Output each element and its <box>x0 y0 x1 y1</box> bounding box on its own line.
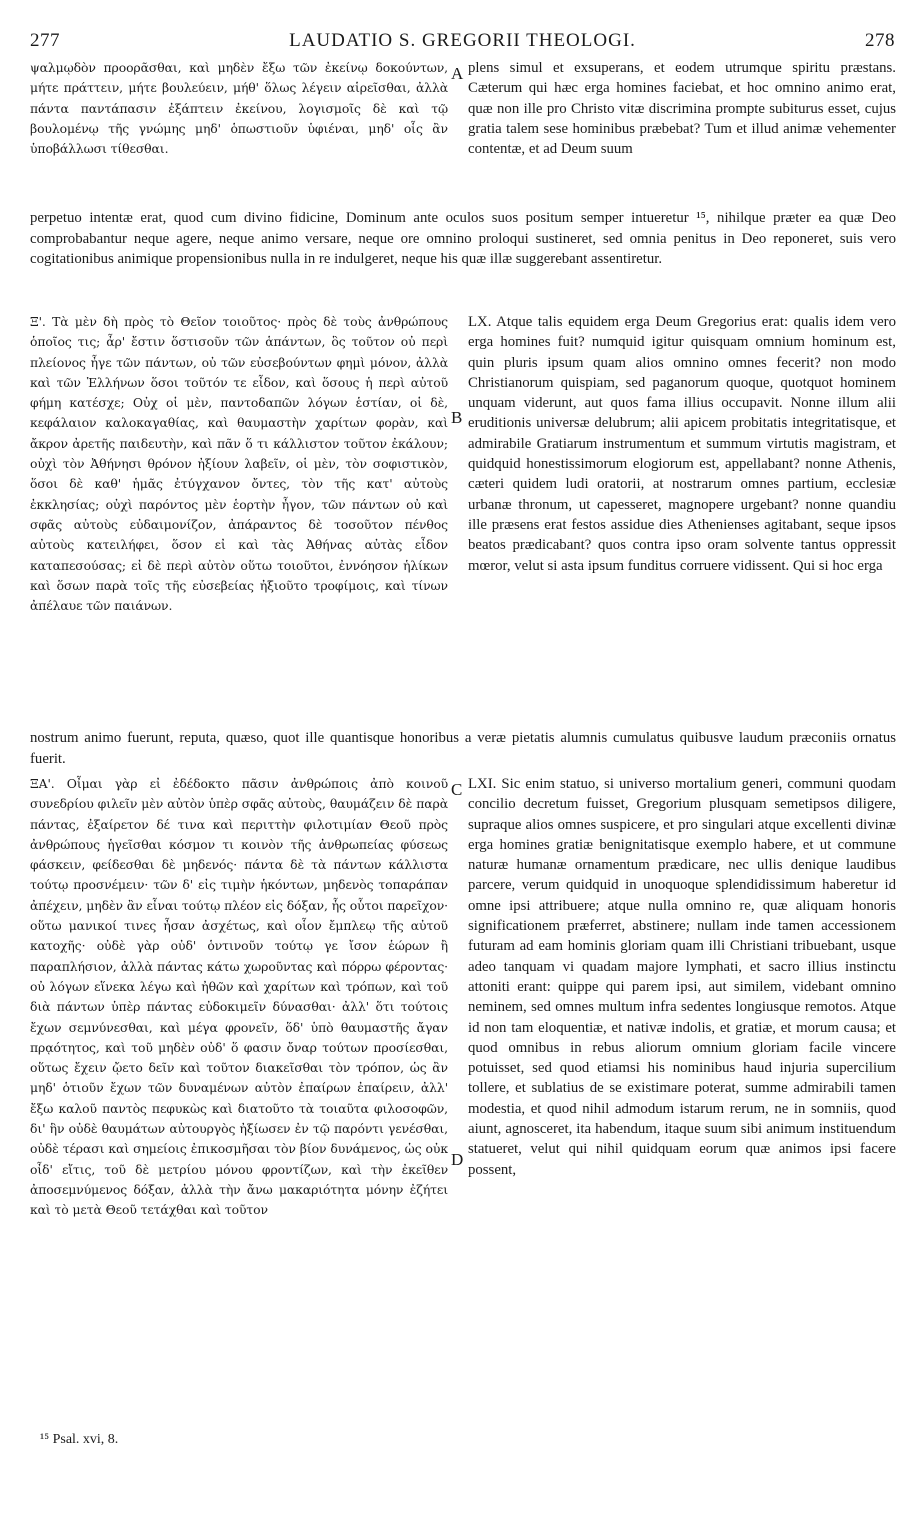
greek-column-paragraph-2: Ξ'. Τὰ μὲν δὴ πρὸς τὸ Θεῖον τοιοῦτος· πρὸς δὲ τοὺς ἀνθρώπους ὁποῖος τις; ἆρ' ἔστιν ὅστισοῦν τῶν ἁπάντων, ὃς τοῦτον οὐ περὶ πλείονος ἦγε τῶν πάντων, οὐ τῶν εὐσεβούντων φημὶ μόνον, ἀλλὰ καὶ τῶν Ἑλλήνων ὅσοι τοῦτόν τε εἶδον, καὶ ὅσους ἡ περὶ αὐτοῦ φήμη κατέσχε; Οὐχ οἱ μὲν, παντοδαπῶν λόγων ἑστίαν, οἱ δὲ, κεφάλαιον καλοκαγαθίας, καὶ θαυμαστὴν χαρίτων φορὰν, καὶ ἄκρον ἀρετῆς παιδευτὴν, καὶ πᾶν ὅ τι κάλλιστον τοῦτον ἐκάλουν; οὐχὶ τὸν Ἀθήνησι θρόνον ἠξίουν λαβεῖν, οἱ μὲν, τὸν σοφιστικὸν, ὅσοι δὲ καθ' ἡμᾶς ἐτύγχανον ὄντες, τὸν τῆς κατ' αὐτοὺς ἐκκλησίας; οὐχὶ παρόντος μὲν ἑορτὴν ἦγον, τῶν πάντων οὐ καὶ σφᾶς αὐτοὺς εὐδαιμονίζον, ἀπάραντος δὲ τοσοῦτον πένθος αὐτοὺς κατειλήφει, ὅσον εἰ καὶ τὰς Ἀθήνας αὐτὰς εἶδον καταπεσούσας; εἰ δὲ περὶ αὐτὸν οὕτω τοιοῦτοι, ἐννόησον ἡλίκων καὶ ὅσων παρὰ τοῖς τῆς εὐσεβείας ἠξιοῦτο τροφίμοις, καὶ τίνων ἀπέλαυε τῶν παιάνων. <box>30 314 448 614</box>
latin-column-paragraph-3: LXI. Sic enim statuo, si universo mortalium generi, communi quodam concilio decretum fuisset, Gregorium plusquam semetipsos diligere, supraque alios omnes suspicere, et pro singulari atque excellenti divinæ erga homines gratiæ benignitatisque exemplo habere, et ut commune naturæ humanæ ornamentum prædicare, nec ullis denique laudibus parcere, verum quidquid in unoquoque splendidissimum haberetur id omne ipsi attribuere; atque nulla omnino re, quæ aliquam honoris significationem præferret, abstinere; nullam inde tamen accessionem futuram ad eam hominis gloriam quam illi Christiani tribuebant, usque adeo tanquam vi quadam majore lymphati, et sacro illius instinctu attoniti erant: quippe qui parem ipsi, aut similem, videbant omnino neminem, sed omnes multum infra sedentes longiusque remotos. Atque id non tam eloquentiæ, et nativæ indolis, et gratiæ, et morum causa; et quod omnibus in rebus aliorum omnium gloriam facile vincere potuisset, sed quod etiamsi his nominibus haud injuria supercilium tollere, et sublatius de se existimare poterat, summe admirabili tamen modestia, et quod nihil admodum istarum rerum, ne in somniis, quod aiunt, agnosceret, ita habendum, itaque suum sibi animum instituendum statueret, velut qui nihil quidquam eorum quæ animos ipsi facere possent, <box>468 776 896 1178</box>
full-width-paragraph-1: perpetuo intentæ erat, quod cum divino fidicine, Dominum ante oculos suos positum semper intueretur ¹⁵, nihilque præter ea quæ Deo comprobabantur neque agere, neque animo versare, neque ore omnino proloqui sustineret, sed omnia penitus in Deo reponeret, suis vero cogitationibus animique propensionibus nulla in re indulgeret, neque his quæ illæ suggerebant assentiretur. <box>30 210 896 267</box>
margin-marker-b: B <box>451 408 463 427</box>
latin-column-paragraph-2: LX. Atque talis equidem erga Deum Gregorius erat: qualis idem vero erga homines fuit? numquid igitur quisquam omnium hominum est, quin pluris ipsum quam alios omnino omnes fecerit? non modo Christianorum quispiam, sed paganorum quoque, quotquot hominem unquam viderunt, aut quos fama illius occupavit. Nonne illum alii eruditionis universæ delubrum; alii apicem probitatis integritatisque, et admirabile Gratiarum instrumentum et summum virtutis magistram, et quidquid honestissimorum elogiorum est, appellabant? nonne Athenis, cæteri quidem ludi oratorii, at nostrarum omnes partium, ecclesiæ urbanæ thronum, ut capesseret, magnopere urgebant? nonne quandiu ille præsens erat festos assidue dies Athenienses agitabant, seque ipsos beatos prædicabant? quos contra ipso oram solvente tantus oppressit mœror, velut si asta ipsum funditus corruere vidissent. Qui si hoc erga <box>468 314 896 574</box>
footnote: ¹⁵ Psal. xvi, 8. <box>40 1432 119 1447</box>
latin-column-paragraph-1: plens simul et exsuperans, et eodem utrumque spiritu præstans. Cæterum qui hæc erga homines faciebat, et hoc omnino animo erat, quæ non ille pro Christo vitæ discrimina prompte subiturus esset, cujus gratia talem sese hominibus præbebat? Tum et illud animæ vehementer contentæ, et ad Deum suum <box>468 60 896 158</box>
greek-column-paragraph-1: ψαλμῳδὸν προορᾶσθαι, καὶ μηδὲν ἔξω τῶν ἐκείνῳ δοκούντων, μήτε πράττειν, μήτε βουλεύειν, μήθ' ὅλως λέγειν αἱρεῖσθαι, ἀλλὰ πάντα παντάπασιν ἐξάπτειν ἐκείνου, λογισμοῖς δὲ καὶ τῷ βουλομένῳ τῆς γνώμης μηδ' ὁπωστιοῦν ὑφιέναι, μηδ' οἷς ἂν ὑποβάλλωσι τίθεσθαι. <box>30 60 448 157</box>
margin-marker-d: D <box>451 1150 464 1169</box>
page-number-left: 277 <box>30 30 60 51</box>
margin-marker-a: A <box>451 64 464 83</box>
running-title: LAUDATIO S. GREGORII THEOLOGI. <box>289 30 636 51</box>
margin-marker-c: C <box>451 780 463 799</box>
running-header <box>30 30 895 56</box>
page-number-right: 278 <box>865 30 895 51</box>
full-width-paragraph-2: nostrum animo fuerunt, reputa, quæso, quot ille quantisque honoribus a veræ pietatis alumnis cumulatus quibusve laudum præconiis ornatus fuerit. <box>30 730 896 767</box>
greek-column-paragraph-3: ΞΑ'. Οἶμαι γὰρ εἰ ἐδέδοκτο πᾶσιν ἀνθρώποις ἀπὸ κοινοῦ συνεδρίου φιλεῖν μὲν αὐτὸν ὑπὲρ σφᾶς αὐτοὺς, θαυμάζειν δὲ παρὰ πάντας, ἐξαίρετον δέ τινα καὶ περιττὴν φιλοτιμίαν Θεοῦ πρὸς ἀνθρώπους ἡγεῖσθαι κόσμον τι κοινὸν τῆς ἀνθρωπείας φύσεως φάσκειν, φείδεσθαι δὲ μηδενός· πάντα δὲ τὰ πάντων κάλλιστα τούτῳ προσνέμειν· τῶν δ' εἰς τιμὴν ἡκόντων, μηδενὸς τοπαράπαν ἀπέχειν, μηδὲν ἂν εἶναι τούτῳ πλέον εἰς δόξαν, ἧς οὗτοι παρεῖχον· οὕτω μανικοί τινες ἦσαν ἀσχέτως, καὶ οἷον ἔμπλεῳ τῆς αὐτοῦ κατοχῆς· οὐδὲ γὰρ οὐδ' ὁντινοῦν τούτῳ γε ἴσον ἑώρων ἢ παραπλήσιον, ἀλλὰ πάντας κάτω χωροῦντας καὶ πόρρω φέροντας· οὐ λόγων εἵνεκα λέγω καὶ ἠθῶν καὶ χαρίτων καὶ τρόπων, καὶ τοῦ διὰ πάντων ὑπὲρ πάντας εὐδοκιμεῖν δύνασθαι· ἀλλ' ὅτι τούτοις ἔχων σεμνύνεσθαι, καὶ μέγα φρονεῖν, ὅδ' ὑπὸ θαυμαστῆς ἄγαν πρᾳότητος, καὶ τοῦ μηδὲν οὐδ' ὅ φασιν ὄναρ τούτων προσίεσθαι, οὕτως ἔχειν ᾤετο δεῖν καὶ τοῦτον διακεῖσθαι τὸν τρόπον, ὡς ἂν μηδ' ὁτιοῦν ἔχων τῶν δυναμένων αὐτὸν ἐπαίρων ἐπαίρειν, ἀλλ' ἔξω καλοῦ παντὸς πεφυκὼς καὶ διατοῦτο τὰ τοιαῦτα φιλοσοφῶν, δι' ἣν οὐδὲ θαυμάτων αὐτουργὸς ἠξίωσεν ἐν τῷ παρόντι γενέσθαι, οὐδὲ τέρασι καὶ σημείοις ἐπικοσμῆσαι τὸν βίον δυνάμενος, ὡς οὐκ οἶδ' εἴτις, τοῦ δὲ μετρίου μόνου φροντίζων, καὶ τὴν ἐκεῖθεν ἀποσεμνύμενος δόξαν, ἀλλὰ τὴν ἄνω μακαριότητα μόνην ἐζήτει καὶ τὸ μετὰ Θεοῦ τετάχθαι καὶ τοῦτον <box>30 776 448 1218</box>
